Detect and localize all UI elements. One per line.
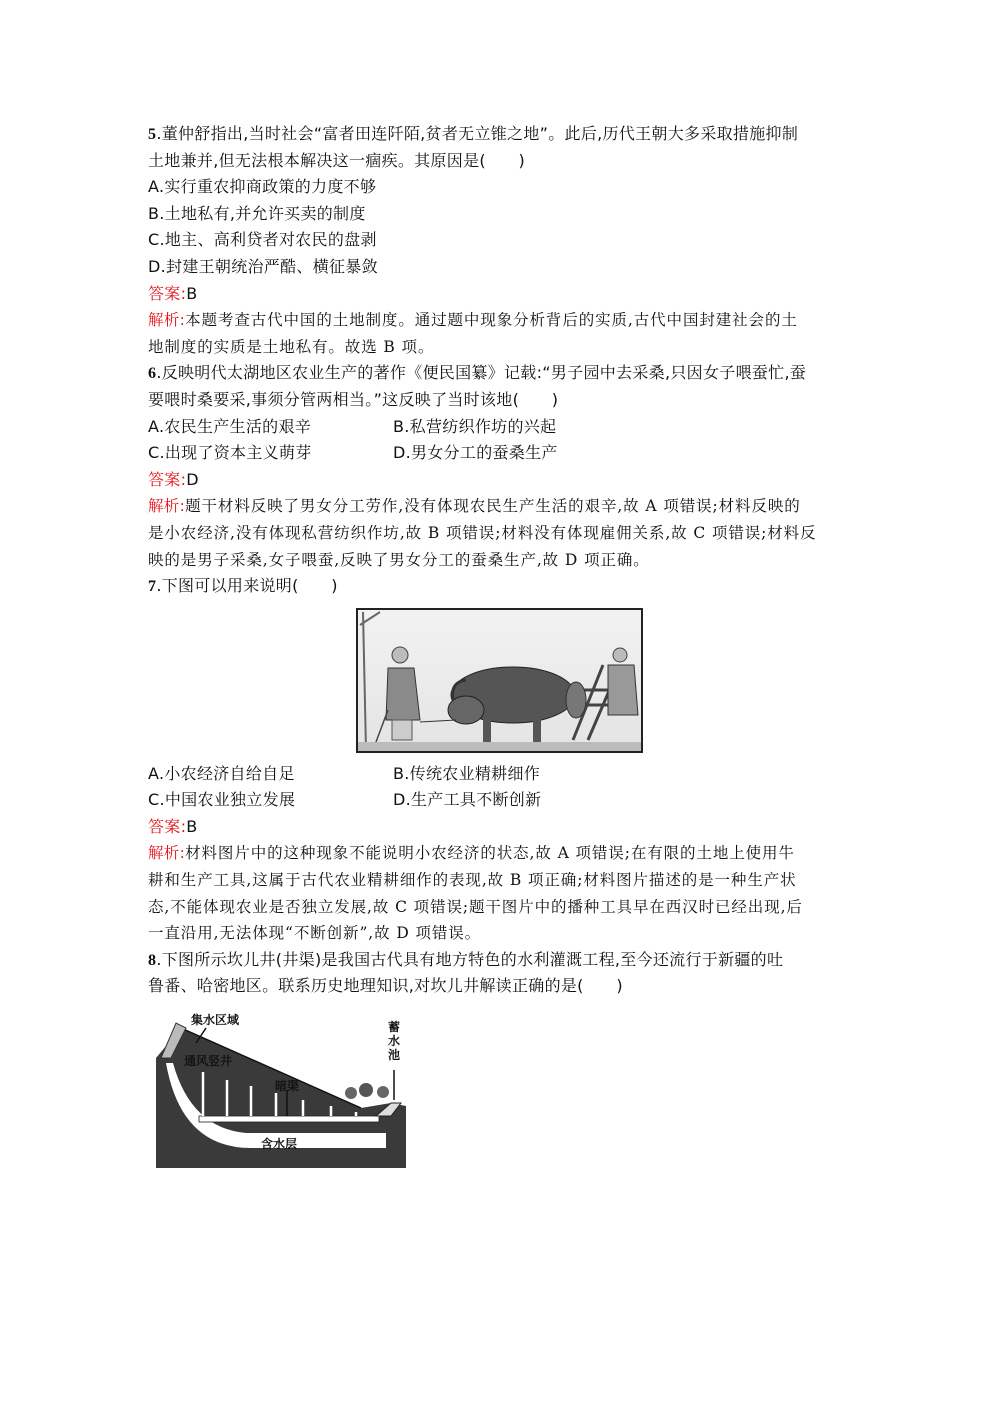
q5-analysis-cont: 地制度的实质是土地私有。故选 B 项。 [148, 337, 435, 356]
analysis-label: 解析: [148, 497, 186, 516]
q6-options-row2 [148, 440, 858, 467]
q7-option-c: C.中国农业独立发展 [148, 790, 296, 810]
q6-stem: 6.反映明代太湖地区农业生产的著作《便民国纂》记载:“男子园中去采桑,只因女子喂蚕忙,蚕 [148, 363, 807, 383]
label-shaft: 通风竖井 [184, 1054, 233, 1069]
karez-diagram [151, 1008, 409, 1170]
label-catchment: 集水区域 [191, 1013, 240, 1028]
answer-label: 答案: [148, 469, 187, 489]
answer-label: 答案: [148, 816, 187, 836]
q7-option-b: B.传统农业精耕细作 [393, 763, 541, 783]
q6-analysis-cont: 映的是男子采桑,女子喂蚕,反映了男女分工的蚕桑生产,故 D 项正确。 [148, 550, 650, 569]
q6-analysis: 解析:题干材料反映了男女分工劳作,没有体现农民生产生活的艰辛,故 A 项错误;材料反映的 [148, 497, 801, 516]
q6-option-a: A.农民生产生活的艰辛 [148, 416, 312, 436]
question-number: 8 [148, 951, 157, 969]
q7-option-a: A.小农经济自给自足 [148, 763, 295, 783]
question-number: 5 [148, 126, 157, 143]
question-number: 6 [148, 365, 157, 383]
q7-option-d: D.生产工具不断创新 [393, 790, 542, 810]
q5-analysis: 解析:本题考查古代中国的土地制度。通过题中现象分析背后的实质,古代中国封建社会的土 [148, 311, 798, 330]
q6-analysis-cont: 是小农经济,没有体现私营纺织作坊,故 B 项错误;材料没有体现雇佣关系,故 C 项错误;材料反 [148, 523, 817, 542]
q6-option-d: D.男女分工的蚕桑生产 [393, 443, 558, 463]
q7-stem: 7.下图可以用来说明( ) [148, 576, 338, 596]
answer-label: 答案: [148, 283, 187, 303]
q7-analysis-cont: 态,不能体现农业是否独立发展,故 C 项错误;题干图片中的播种工具早在西汉时已经出现,后 [148, 897, 803, 916]
q7-options-row1 [148, 761, 858, 788]
q5-answer: 答案:B [148, 283, 198, 303]
q6-option-b: B.私营纺织作坊的兴起 [393, 416, 557, 436]
ox-plowing-illustration-icon [358, 610, 641, 751]
analysis-label: 解析: [148, 844, 186, 863]
q5-option-d: D.封建王朝统治严酷、横征暴敛 [148, 256, 378, 276]
q8-stem-cont: 鲁番、哈密地区。联系历史地理知识,对坎儿井解读正确的是( ) [148, 976, 623, 996]
q6-stem-cont: 要喂时桑要采,事须分管两相当。”这反映了当时该地( ) [148, 389, 559, 409]
label-reservoir: 蓄水池 [388, 1020, 401, 1063]
label-aquifer: 含水层 [261, 1137, 298, 1152]
question-number: 7 [148, 578, 157, 596]
q5-stem: 5.董仲舒指出,当时社会“富者田连阡陌,贫者无立锥之地”。此后,历代王朝大多采取措施抑制 [148, 124, 799, 143]
q5-option-b: B.土地私有,并允许买卖的制度 [148, 203, 366, 223]
q7-analysis: 解析:材料图片中的这种现象不能说明小农经济的状态,故 A 项错误;在有限的土地上使用牛 [148, 844, 795, 863]
ox-plowing-figure [356, 608, 643, 753]
q5-option-c: C.地主、高利贷者对农民的盘剥 [148, 230, 377, 250]
document-page [148, 121, 858, 1170]
q6-option-c: C.出现了资本主义萌芽 [148, 443, 312, 463]
q6-answer: 答案:D [148, 469, 199, 489]
q5-option-a: A.实行重农抑商政策的力度不够 [148, 177, 377, 197]
q8-stem: 8.下图所示坎儿井(井渠)是我国古代具有地方特色的水利灌溉工程,至今还流行于新疆的吐 [148, 949, 784, 969]
q7-analysis-cont: 耕和生产工具,这属于古代农业精耕细作的表现,故 B 项正确;材料图片描述的是一种生产状 [148, 871, 797, 890]
q7-answer: 答案:B [148, 816, 198, 836]
q7-analysis-cont: 一直沿用,无法体现“不断创新”,故 D 项错误。 [148, 924, 482, 943]
q6-options-row1 [148, 414, 858, 441]
q7-options-row2 [148, 787, 858, 814]
analysis-label: 解析: [148, 311, 186, 330]
q5-stem-cont: 土地兼并,但无法根本解决这一痼疾。其原因是( ) [148, 150, 526, 170]
label-channel: 暗渠 [275, 1079, 300, 1094]
